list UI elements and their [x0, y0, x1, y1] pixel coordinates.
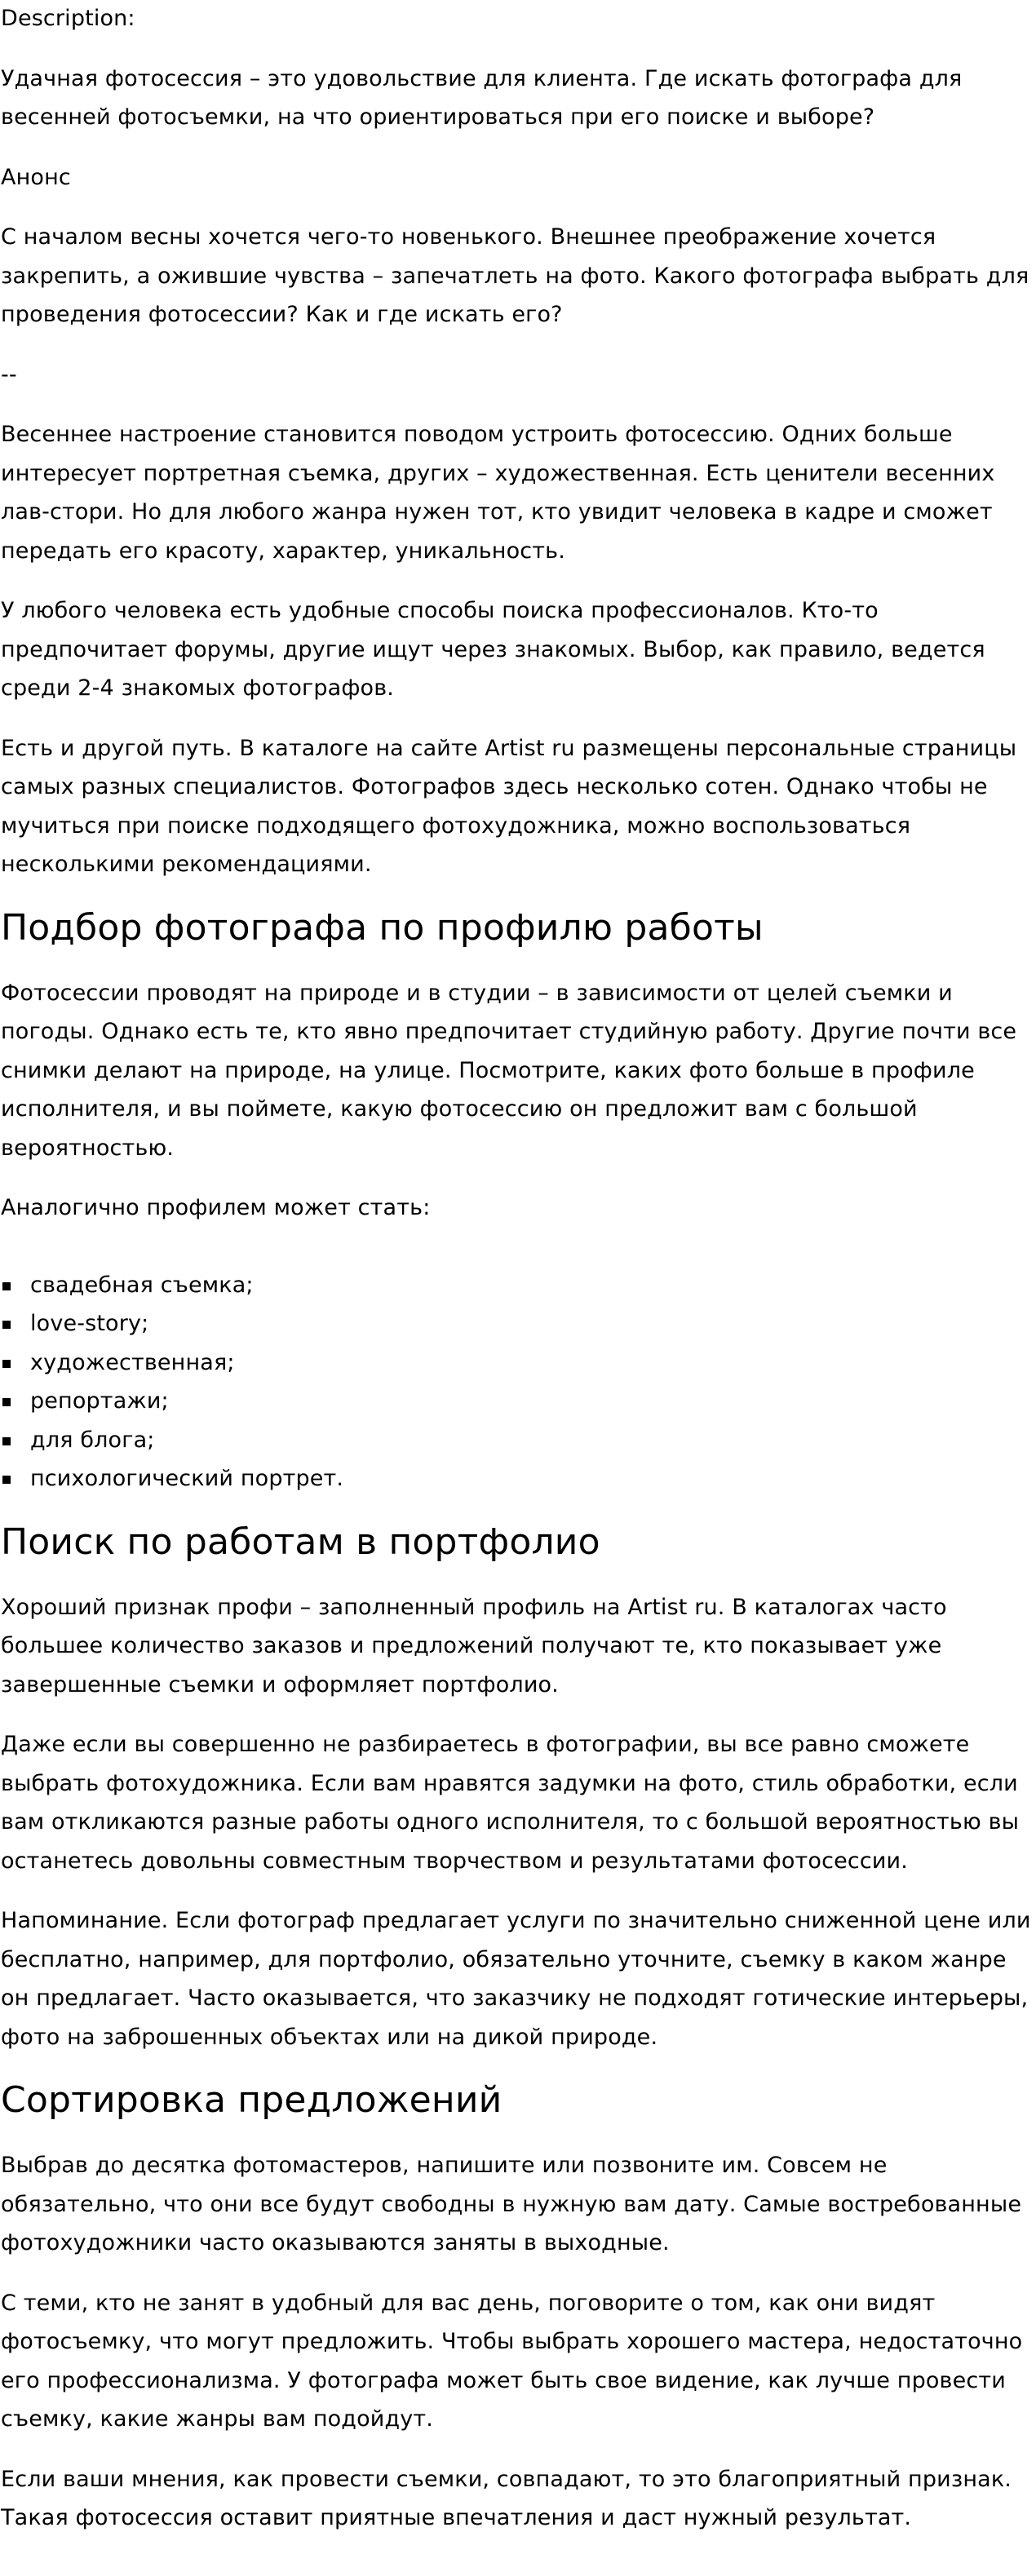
section-paragraph: Фотосессии проводят на природе и в студии – в зависимости от целей съемки и погоды. Однако есть те, кто явно предпочитает студийную работу. Другие почти все снимки делают на природе, на улице. Посмотрите, каких фото больше в профиле исполнителя, и вы поймете, какую фотосессию он предложит вам с большой вероятностью. [1, 980, 1017, 1161]
intro-paragraph: Удачная фотосессия – это удовольствие для клиента. Где искать фотографа для весенней фотосъемки, на что ориентироваться при его поиске и выборе? [1, 65, 963, 130]
list-item [1, 1343, 1036, 1383]
section-paragraph: Аналогично профилем может стать: [1, 1195, 431, 1220]
section-paragraph: Даже если вы совершенно не разбираетесь в фотографии, вы все равно сможете выбрать фотохудожника. Если вам нравятся задумки на фото, стиль обработки, если вам откликаются разные работы одного исполнителя, то с большой вероятностью вы останетесь довольны совместным творчеством и результатами фотосессии. [1, 1732, 1020, 1874]
body-paragraph: У любого человека есть удобные способы поиска профессионалов. Кто-то предпочитает форумы, другие ищут через знакомых. Выбор, как правило, ведется среди 2-4 знакомых фотографов. [1, 598, 985, 701]
section-heading-profile: Подбор фотографа по профилю работы [1, 906, 764, 949]
bullet-icon [2, 1321, 11, 1329]
bullet-icon [2, 1437, 11, 1445]
bullet-icon [2, 1360, 11, 1368]
section-paragraph: С теми, кто не занят в удобный для вас день, поговорите о том, как они видят фотосъемку, что могут предложить. Чтобы выбрать хорошего мастера, недостаточно его профессионализма. У фотографа может быть свое видение, как лучше провести съемку, какие жанры вам подойдут. [1, 2290, 1023, 2432]
list-item-text: для блога; [30, 1427, 155, 1453]
section-paragraph: Хороший признак профи – заполненный профиль на Artist ru. В каталогах часто большее количество заказов и предложений получают те, кто показывает уже завершенные съемки и оформляет портфолио. [1, 1594, 947, 1697]
section-paragraph: Если ваши мнения, как провести съемки, совпадают, то это благоприятный признак. Такая фотосессия оставит приятные впечатления и даст нужный результат. [1, 2466, 1012, 2530]
list-item [1, 1382, 1036, 1421]
bullet-icon [2, 1398, 11, 1406]
profile-list [1, 1266, 1036, 1498]
description-label: Description: [1, 6, 135, 31]
body-paragraph: Весеннее настроение становится поводом устроить фотосессию. Одних больше интересует портретная съемка, других – художественная. Есть ценители весенних лав-стори. Но для любого жанра нужен тот, кто увидит человека в кадре и сможет передать его красоту, характер, уникальность. [1, 422, 995, 564]
list-item-text: свадебная съемка; [30, 1272, 254, 1298]
announce-paragraph: С началом весны хочется чего-то новенького. Внешнее преображение хочется закрепить, а ожившие чувства – запечатлеть на фото. Какого фотографа выбрать для проведения фотосессии? Как и где искать его? [1, 224, 1029, 327]
list-item [1, 1459, 1036, 1498]
list-item-text: художественная; [30, 1349, 235, 1375]
section-paragraph: Выбрав до десятка фотомастеров, напишите или позвоните им. Совсем не обязательно, что они все будут свободны в нужную вам дату. Самые востребованные фотохудожники часто оказываются заняты в выходные. [1, 2153, 1022, 2255]
bullet-icon [2, 1282, 11, 1290]
list-item-text: love-story; [30, 1311, 149, 1336]
body-paragraph: Есть и другой путь. В каталоге на сайте Artist ru размещены персональные страницы самых разных специалистов. Фотографов здесь несколько сотен. Однако чтобы не мучиться при поиске подходящего фотохудожника, можно воспользоваться несколькими рекомендациями. [1, 735, 1017, 877]
list-item [1, 1421, 1036, 1460]
announce-label: Анонс [1, 164, 71, 190]
list-item-text: психологический портрет. [30, 1466, 344, 1491]
section-heading-sorting: Сортировка предложений [1, 2079, 503, 2121]
section-paragraph: Напоминание. Если фотограф предлагает услуги по значительно сниженной цене или бесплатно, например, для портфолио, обязательно уточните, съемку в каком жанре он предлагает. Часто оказывается, что заказчику не подходят готические интерьеры, фото на заброшенных объектах или на дикой природе. [1, 1908, 1031, 2050]
list-item-text: репортажи; [30, 1388, 169, 1414]
list-item [1, 1266, 1036, 1305]
section-heading-portfolio: Поиск по работам в портфолио [1, 1520, 600, 1563]
separator: -- [1, 361, 17, 387]
bullet-icon [2, 1476, 11, 1484]
list-item [1, 1304, 1036, 1343]
